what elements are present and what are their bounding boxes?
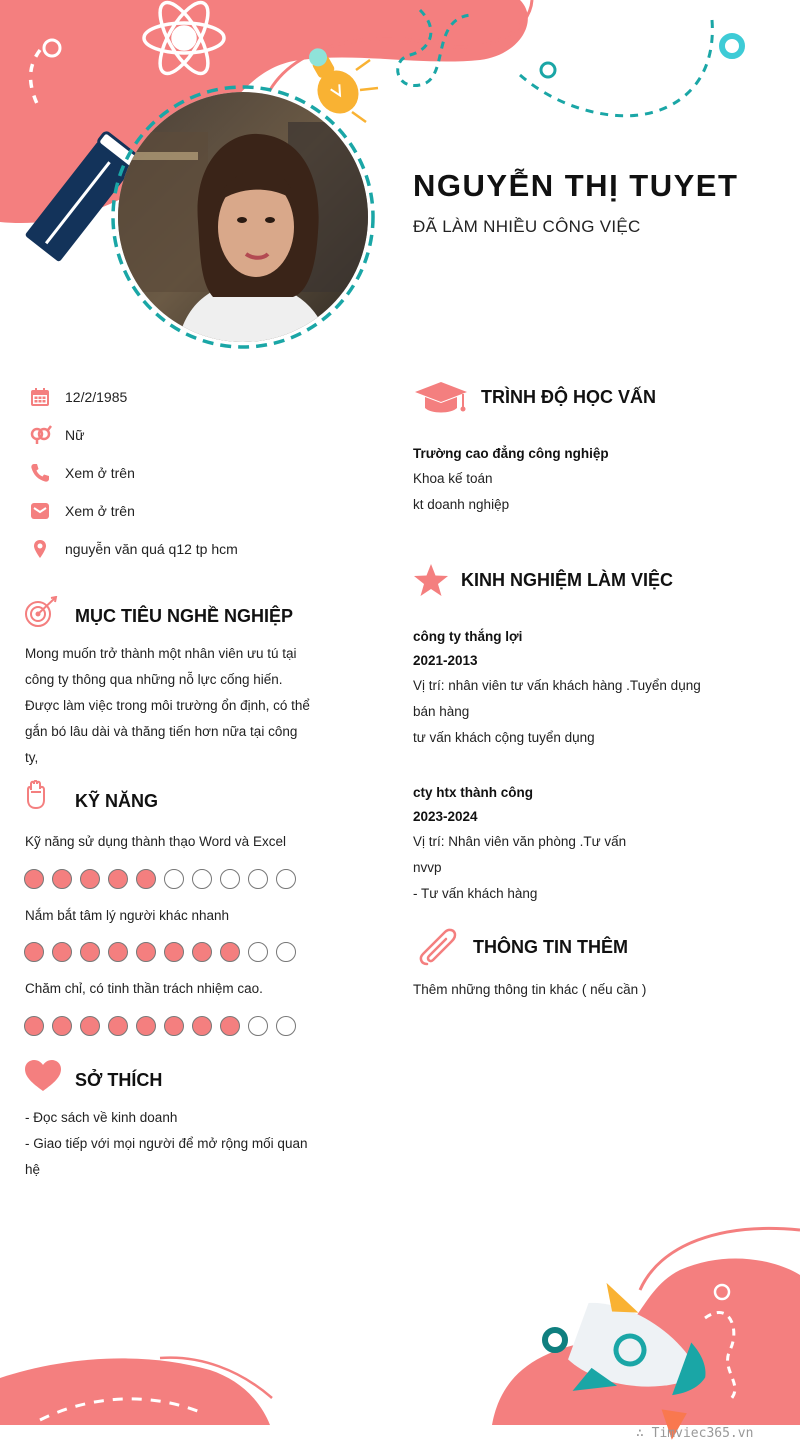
rating-dot-filled xyxy=(80,942,100,962)
rating-dot-empty xyxy=(248,1016,268,1036)
rating-dot-filled xyxy=(24,1016,44,1036)
rating-dot-filled xyxy=(108,1016,128,1036)
hobbies-text xyxy=(25,1105,325,1183)
rating-dot-empty xyxy=(248,869,268,889)
rating-dot-empty xyxy=(276,869,296,889)
gender-icon xyxy=(30,425,52,445)
rating-dot-filled xyxy=(52,1016,72,1036)
contact-email xyxy=(30,500,135,522)
hobby-line: - Giao tiếp với mọi người để mở rộng mối quan xyxy=(25,1136,308,1151)
rating-dot-filled xyxy=(80,1016,100,1036)
job-line: nvvp xyxy=(413,860,442,875)
candidate-name: NGUYỄN THỊ TUYET xyxy=(413,168,739,203)
rating-dot-empty xyxy=(220,869,240,889)
job-period: 2021-2013 xyxy=(413,653,478,668)
skill-name: Chăm chỉ, có tinh thần trách nhiệm cao. xyxy=(25,981,263,996)
job-description xyxy=(413,829,743,907)
contact-phone xyxy=(30,462,135,484)
rating-dot-filled xyxy=(24,942,44,962)
objective-line: gắn bó lâu dài và thăng tiến hơn nữa tại công xyxy=(25,724,298,739)
rating-dot-filled xyxy=(52,869,72,889)
heart-icon xyxy=(24,1060,62,1092)
rating-dot-empty xyxy=(164,869,184,889)
job-line: - Tư vấn khách hàng xyxy=(413,886,538,901)
raised-fist-icon xyxy=(24,780,48,812)
target-icon xyxy=(24,596,58,630)
job-company: cty htx thành công xyxy=(413,785,534,800)
contact-text: Xem ở trên xyxy=(65,503,135,519)
rating-dot-filled xyxy=(220,1016,240,1036)
rating-dot-filled xyxy=(108,942,128,962)
job-line: bán hàng xyxy=(413,704,470,719)
education-school: Trường cao đẳng công nghiệp xyxy=(413,446,609,461)
rating-dot-filled xyxy=(192,1016,212,1036)
skill-rating xyxy=(24,942,296,962)
rating-dot-filled xyxy=(220,942,240,962)
job-period: 2023-2024 xyxy=(413,809,478,824)
contact-text: Nữ xyxy=(65,427,85,443)
contact-birthdate xyxy=(30,386,128,408)
objective-line: ty, xyxy=(25,750,39,765)
objective-title: MỤC TIÊU NGHỀ NGHIỆP xyxy=(75,606,294,626)
rating-dot-filled xyxy=(136,942,156,962)
rating-dot-empty xyxy=(276,1016,296,1036)
skills-title: KỸ NĂNG xyxy=(75,791,159,811)
location-pin-icon xyxy=(30,539,50,559)
graduation-cap-icon xyxy=(413,380,469,416)
hobbies-title: SỞ THÍCH xyxy=(75,1070,163,1090)
profile-photo xyxy=(118,92,368,342)
rating-dot-empty xyxy=(276,942,296,962)
rating-dot-filled xyxy=(164,942,184,962)
education-faculty: Khoa kế toán xyxy=(413,471,493,486)
job-line: tư vấn khách cộng tuyển dụng xyxy=(413,730,595,745)
calendar-icon xyxy=(30,387,50,407)
contact-text: 12/2/1985 xyxy=(65,389,128,405)
rating-dot-empty xyxy=(192,869,212,889)
rating-dot-filled xyxy=(80,869,100,889)
watermark: ∴ Timviec365.vn xyxy=(636,1426,754,1441)
rating-dot-filled xyxy=(24,869,44,889)
skill-name: Nắm bắt tâm lý người khác nhanh xyxy=(25,908,229,923)
hobby-line: - Đọc sách về kinh doanh xyxy=(25,1110,178,1125)
job-title: ĐÃ LÀM NHIỀU CÔNG VIỆC xyxy=(413,217,641,236)
email-icon xyxy=(30,501,50,521)
objective-text xyxy=(25,641,325,771)
additional-title: THÔNG TIN THÊM xyxy=(473,937,628,957)
phone-icon xyxy=(30,463,50,483)
job-description xyxy=(413,673,743,751)
star-icon xyxy=(413,563,449,597)
contact-text: Xem ở trên xyxy=(65,465,135,481)
education-major: kt doanh nghiệp xyxy=(413,497,510,512)
contact-text: nguyễn văn quá q12 tp hcm xyxy=(65,541,238,557)
contact-gender xyxy=(30,424,85,446)
rating-dot-filled xyxy=(136,1016,156,1036)
job-line: Vị trí: nhân viên tư vấn khách hàng .Tuyển dụng xyxy=(413,678,701,693)
hobby-line: hệ xyxy=(25,1162,41,1177)
rating-dot-filled xyxy=(192,942,212,962)
rating-dot-empty xyxy=(248,942,268,962)
objective-line: công ty thông qua những nỗ lực cống hiến. xyxy=(25,672,283,687)
objective-line: Mong muốn trở thành một nhân viên ưu tú tại xyxy=(25,646,297,661)
education-title: TRÌNH ĐỘ HỌC VẤN xyxy=(481,387,656,407)
objective-line: Được làm việc trong môi trường ổn định, có thể xyxy=(25,698,310,713)
rating-dot-filled xyxy=(164,1016,184,1036)
job-line: Vị trí: Nhân viên văn phòng .Tư vấn xyxy=(413,834,627,849)
rating-dot-filled xyxy=(136,869,156,889)
avatar xyxy=(118,92,368,342)
skill-name: Kỹ năng sử dụng thành thạo Word và Excel xyxy=(25,834,286,849)
contact-address xyxy=(30,538,238,560)
rating-dot-filled xyxy=(52,942,72,962)
additional-text: Thêm những thông tin khác ( nếu cần ) xyxy=(413,982,647,997)
job-company: công ty thắng lợi xyxy=(413,629,523,644)
rating-dot-filled xyxy=(108,869,128,889)
skill-rating xyxy=(24,869,296,889)
paperclip-icon xyxy=(415,926,459,970)
skill-rating xyxy=(24,1016,296,1036)
experience-title: KINH NGHIỆM LÀM VIỆC xyxy=(461,570,674,590)
